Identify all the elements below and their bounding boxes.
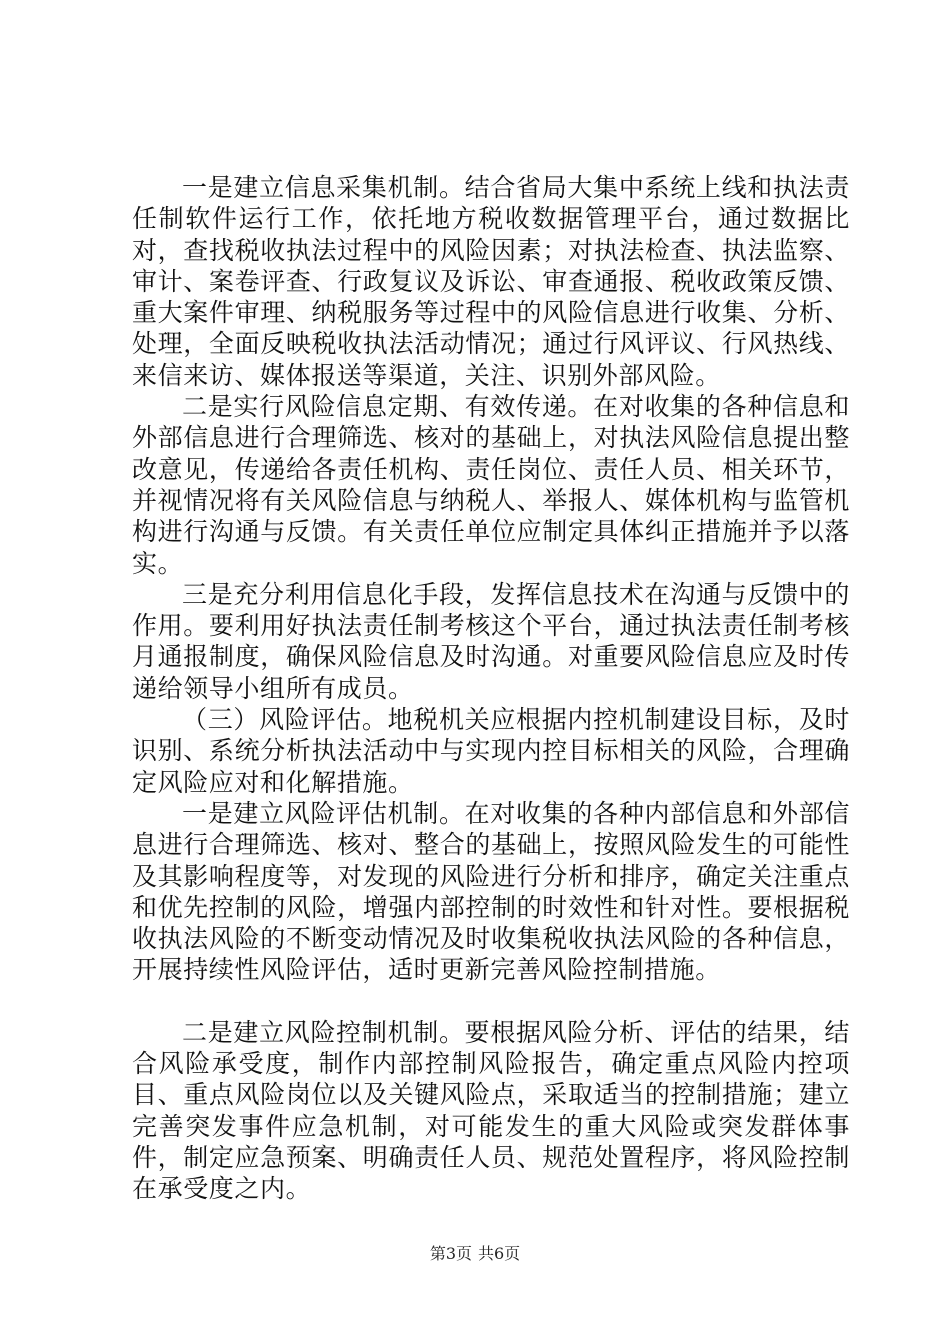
page-footer <box>0 1244 950 1264</box>
paragraph-info-collection: 一是建立信息采集机制。结合省局大集中系统上线和执法责任制软件运行工作，依托地方税收数据管理平台，通过数据比对，查找税收执法过程中的风险因素；对执法检查、执法监察、审计、案卷评查、行政复议及诉讼、审查通报、税收政策反馈、重大案件审理、纳税服务等过程中的风险信息进行收集、分析、处理，全面反映税收执法活动情况；通过行风评议、行风热线、来信来访、媒体报送等渠道，关注、识别外部风险。 <box>132 173 850 390</box>
paragraph-risk-assessment-heading: （三）风险评估。地税机关应根据内控机制建设目标，及时识别、系统分析执法活动中与实现内控目标相关的风险，合理确定风险应对和化解措施。 <box>132 705 850 797</box>
page-number: 第3页 <box>429 1244 472 1263</box>
paragraph-spacer <box>132 986 850 1017</box>
paragraph-risk-assessment-mechanism: 一是建立风险评估机制。在对收集的各种内部信息和外部信息进行合理筛选、核对、整合的基础上，按照风险发生的可能性及其影响程度等，对发现的风险进行分析和排序，确定关注重点和优先控制的风险，增强内部控制的时效性和针对性。要根据税收执法风险的不断变动情况及时收集税收执法风险的各种信息，开展持续性风险评估，适时更新完善风险控制措施。 <box>132 798 850 985</box>
page-total: 共6页 <box>478 1244 521 1263</box>
document-body <box>132 172 850 1205</box>
paragraph-informatization: 三是充分利用信息化手段，发挥信息技术在沟通与反馈中的作用。要利用好执法责任制考核这个平台，通过执法责任制考核月通报制度，确保风险信息及时沟通。对重要风险信息应及时传递给领导小组所有成员。 <box>132 579 850 703</box>
paragraph-risk-control-mechanism: 二是建立风险控制机制。要根据风险分析、评估的结果，结合风险承受度，制作内部控制风险报告，确定重点风险内控项目、重点风险岗位以及关键风险点，采取适当的控制措施；建立完善突发事件应急机制，对可能发生的重大风险或突发群体事件，制定应急预案、明确责任人员、规范处置程序，将风险控制在承受度之内。 <box>132 1017 850 1204</box>
paragraph-info-transmission: 二是实行风险信息定期、有效传递。在对收集的各种信息和外部信息进行合理筛选、核对的基础上，对执法风险信息提出整改意见，传递给各责任机构、责任岗位、责任人员、相关环节，并视情况将有关风险信息与纳税人、举报人、媒体机构与监管机构进行沟通与反馈。有关责任单位应制定具体纠正措施并予以落实。 <box>132 392 850 578</box>
